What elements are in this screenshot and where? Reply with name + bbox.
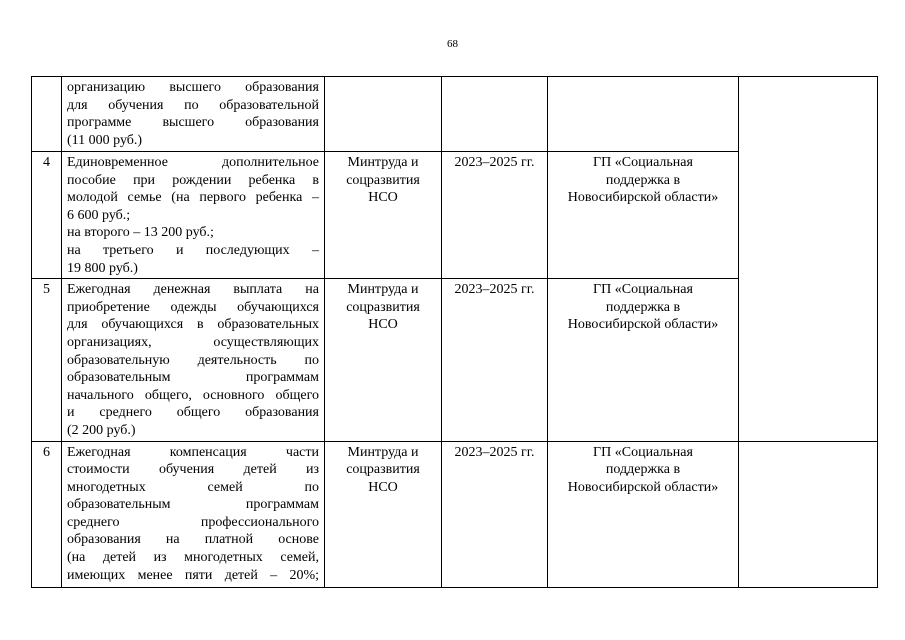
executor-cell [325,441,442,587]
page-number: 68 [447,38,458,50]
description-line: приобретение одежды обучающихся [67,299,319,315]
description-line: организацию высшего образования [67,80,319,95]
description-line: Ежегодная денежная выплата на [67,282,319,298]
description-line: молодой семье (на первого ребенка – [67,190,319,206]
row-number: 6 [32,441,62,587]
description-line: программе высшего образования [67,115,319,131]
term-cell: 2023–2025 гг. [442,279,548,441]
description-line: (на детей из многодетных семей, [67,550,319,566]
executor-line: соцразвития [346,172,420,188]
description-line: для обучения по образовательной [67,97,319,113]
executor-line: НСО [368,190,398,206]
term-cell [442,77,548,152]
program-line: ГП «Социальная [593,444,693,460]
row-number: 4 [32,152,62,279]
description-line: 19 800 руб.) [67,260,138,276]
description-line: имеющих менее пяти детей – 20%; [67,567,319,583]
executor-line: Минтруда и [347,155,419,170]
description-line: образования на платной основе [67,532,319,548]
description-line: многодетных семей по [67,479,319,495]
description-line: и среднего общего образования [67,405,319,421]
executor-line: соцразвития [346,462,420,478]
measure-description-cell [62,441,325,587]
row-number-cell [32,77,62,152]
measure-description-cell [62,152,325,279]
executor-cell [325,77,442,152]
description-line: среднего профессионального [67,514,319,530]
description-line: образовательную деятельность по [67,352,319,368]
description-line: Единовременное дополнительное [67,155,319,170]
description-line: Ежегодная компенсация части [67,444,319,460]
extra-column-cell [739,77,878,442]
description-line: начального общего, основного общего [67,387,319,403]
extra-column-cell [739,441,878,587]
program-line: Новосибирской области» [567,317,719,333]
program-line: Новосибирской области» [567,479,719,495]
program-cell [548,441,739,587]
measures-table [31,76,878,588]
description-line: на третьего и последующих – [67,242,319,258]
program-cell [548,152,739,279]
program-cell [548,77,739,152]
executor-line: Минтруда и [347,444,419,460]
description-line: на второго – 13 200 руб.; [67,225,214,241]
row-number: 5 [32,279,62,441]
table-row-continued [32,77,878,152]
table-row [32,441,878,587]
executor-line: соцразвития [346,299,420,315]
executor-line: НСО [368,479,398,495]
term-cell: 2023–2025 гг. [442,441,548,587]
description-line: 6 600 руб.; [67,207,131,223]
program-line: ГП «Социальная [593,282,693,298]
program-line: поддержка в [605,462,681,478]
program-line: поддержка в [605,172,681,188]
description-line: образовательным программам [67,497,319,513]
program-line: ГП «Социальная [593,155,693,170]
executor-cell [325,279,442,441]
program-line: Новосибирской области» [567,190,719,206]
executor-line: НСО [368,317,398,333]
description-line: (2 200 руб.) [67,422,136,438]
term-cell: 2023–2025 гг. [442,152,548,279]
measure-description-cell [62,77,325,152]
program-line: поддержка в [605,299,681,315]
description-line: пособие при рождении ребенка в [67,172,319,188]
description-line: стоимости обучения детей из [67,462,319,478]
description-line: организациях, осуществляющих [67,334,319,350]
description-line: (11 000 руб.) [67,132,143,148]
executor-line: Минтруда и [347,282,419,298]
program-cell [548,279,739,441]
executor-cell [325,152,442,279]
measure-description-cell [62,279,325,441]
description-line: для обучающихся в образовательных [67,317,319,333]
description-line: образовательным программам [67,370,319,386]
